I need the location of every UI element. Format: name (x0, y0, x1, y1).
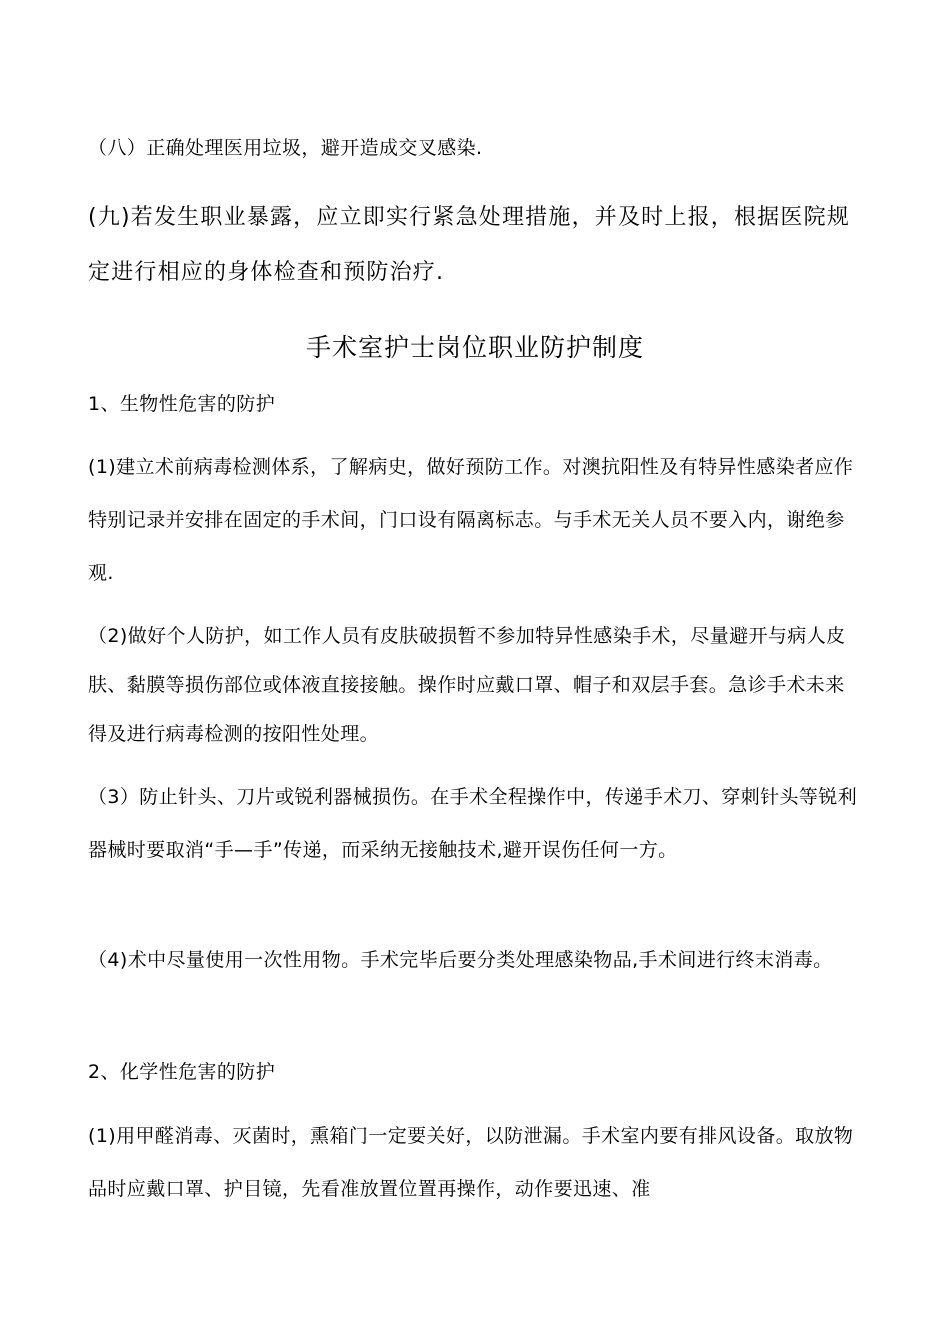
document-title: 手术室护士岗位职业防护制度 (305, 333, 644, 362)
section1-item-2: （2)做好个人防护，如工作人员有皮肤破损暂不参加特异性感染手术，尽量避开与病人皮肤、黏膜等损伤部位或体液直接接触。操作时应戴口罩、帽子和双层手套。急诊手术未来得及进行病毒检测的按阳性处理。 (88, 625, 846, 745)
paragraph-eight: （八）正确处理医用垃圾，避开造成交叉感染. (88, 137, 483, 159)
section1-item-3: （3）防止针头、刀片或锐利器械损伤。在手术全程操作中，传递手术刀、穿刺针头等锐利器械时要取消“手—手”传递，而采纳无接触技术,避开误伤任何一方。 (88, 786, 858, 861)
section1-heading: 1、生物性危害的防护 (88, 393, 276, 415)
paragraph-nine: (九)若发生职业暴露，应立即实行紧急处理措施，并及时上报，根据医院规定进行相应的身体检查和预防治疗. (88, 205, 850, 285)
section1-item-4: （4)术中尽量使用一次性用物。手术完毕后要分类处理感染物品,手术间进行终末消毒。 (88, 949, 833, 971)
section2-heading: 2、化学性危害的防护 (88, 1061, 276, 1083)
section1-item-1: (1)建立术前病毒检测体系，了解病史，做好预防工作。对澳抗阳性及有特异性感染者应作特别记录并安排在固定的手术间，门口设有隔离标志。与手术无关人员不要入内，谢绝参观. (88, 456, 854, 584)
section2-item-1: (1)用甲醛消毒、灭菌时，熏箱门一定要关好，以防泄漏。手术室内要有排风设备。取放物品时应戴口罩、护目镜，先看准放置位置再操作，动作要迅速、准 (88, 1125, 854, 1200)
